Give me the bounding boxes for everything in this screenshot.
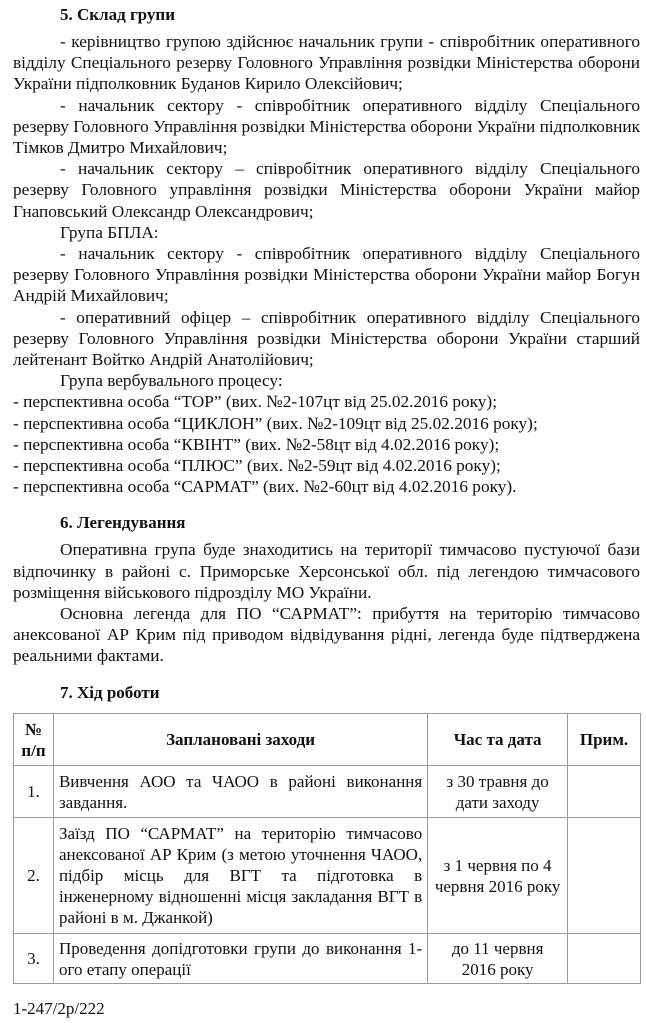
member-paragraph: - начальник сектору - співробітник оперативного відділу Спеціального резерву Головного Управління розвідки Міністерства оборони України підполковник Тімков Дмитро Михайлович; <box>13 95 640 158</box>
row-num: 2. <box>14 818 54 934</box>
section-6-heading: 6. Легендування <box>60 513 186 533</box>
recruit-item: - перспективна особа “ТОР” (вих. №2-107цт від 25.02.2016 року); <box>13 392 497 412</box>
row-num: 3. <box>14 934 54 984</box>
member-paragraph: - оперативний офіцер – співробітник оперативного відділу Спеціального резерву Головного Управління розвідки Міністерства оборони України старший лейтенант Войтко Андрій Анатолійович; <box>13 307 640 370</box>
work-plan-table <box>13 713 641 984</box>
header-note: Прим. <box>568 714 641 766</box>
recruit-item: - перспективна особа “ЦИКЛОН” (вих. №2-109цт від 25.02.2016 року); <box>13 413 538 433</box>
uav-group-label: Група БПЛА: <box>60 222 159 242</box>
table-row <box>14 818 641 934</box>
row-time: з 30 травня до дати заходу <box>428 766 568 818</box>
row-note <box>568 934 641 984</box>
header-num: № п/п <box>14 714 54 766</box>
recruit-item: - перспективна особа “ПЛЮС” (вих. №2-59цт від 4.02.2016 року); <box>13 456 501 476</box>
section-5-heading: 5. Склад групи <box>60 5 175 24</box>
document-code: 1-247/2р/222 <box>13 999 105 1018</box>
recruit-item: - перспективна особа “КВІНТ” (вих. №2-58цт від 4.02.2016 року); <box>13 434 500 454</box>
recruit-group-label: Група вербувального процесу: <box>60 371 283 391</box>
document-page <box>13 4 640 703</box>
row-note <box>568 818 641 934</box>
row-activity: Проведення допідготовки групи до виконання 1-ого етапу операції <box>53 934 427 984</box>
row-time: з 1 червня по 4 червня 2016 року <box>428 818 568 934</box>
legend-paragraph: Основна легенда для ПО “САРМАТ”: прибуття на територію тимчасово анексованої АР Крим під приводом відвідування рідні, легенда буде підтверджена реальними фактами. <box>13 604 640 666</box>
table-header-row <box>14 714 641 766</box>
row-note <box>568 766 641 818</box>
section-7-heading: 7. Хід роботи <box>60 682 160 702</box>
member-paragraph: - начальник сектору – співробітник оперативного відділу Спеціального резерву Головного управління розвідки Міністерства оборони України майор Гнаповський Олександр Олександрович; <box>13 159 640 221</box>
member-paragraph: - начальник сектору - співробітник оперативного відділу Спеціального резерву Головного Управління розвідки Міністерства оборони України майор Богун Андрій Михайлович; <box>13 244 640 306</box>
recruit-item: - перспективна особа “САРМАТ” (вих. №2-60цт від 4.02.2016 року). <box>13 477 517 497</box>
header-activity: Заплановані заходи <box>53 714 427 766</box>
table-row <box>14 766 641 818</box>
member-paragraph: - керівництво групою здійснює начальник групи - співробітник оперативного відділу Спеціального резерву Головного Управління розвідки Міністерства оборони України підполковник Буданов Кирило Олексійович; <box>13 32 640 94</box>
legend-paragraph: Оперативна група буде знаходитись на території тимчасово пустуючої бази відпочинку в районі с. Приморське Херсонської обл. під легендою тимчасового розміщення військового підрозділу МО України. <box>13 540 640 602</box>
header-time: Час та дата <box>428 714 568 766</box>
row-num: 1. <box>14 766 54 818</box>
table-row <box>14 934 641 984</box>
row-activity: Заїзд ПО “САРМАТ” на територію тимчасово анексованої АР Крим (з метою уточнення ЧАОО, підбір місць для ВГТ та підготовка в інженерному відношенні місця закладання ВГТ в районі в м. Джанкой) <box>53 818 427 934</box>
row-time: до 11 червня 2016 року <box>428 934 568 984</box>
row-activity: Вивчення АОО та ЧАОО в районі виконання завдання. <box>53 766 427 818</box>
